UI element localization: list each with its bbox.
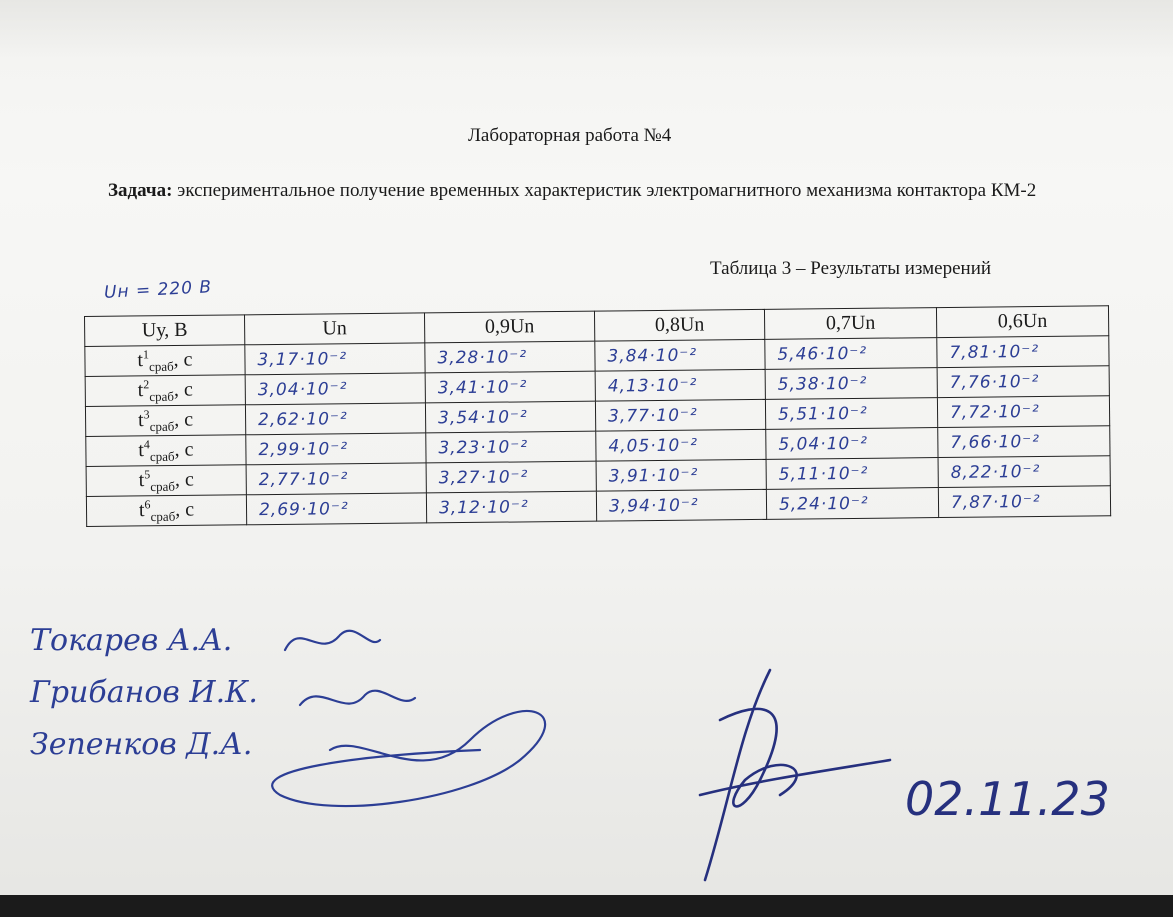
measurement-cell: 7,72·10⁻² — [937, 396, 1109, 428]
row-label-index: 4 — [143, 436, 150, 452]
measurement-cell: 7,81·10⁻² — [937, 336, 1109, 368]
measurement-cell: 3,27·10⁻² — [426, 461, 596, 493]
row-label — [86, 435, 246, 467]
measurement-cell: 5,11·10⁻² — [766, 458, 938, 490]
measurement-cell: 3,23·10⁻² — [426, 431, 596, 463]
document-title: Лабораторная работа №4 — [468, 125, 672, 146]
row-label-unit: , c — [174, 438, 194, 461]
measurement-cell: 2,69·10⁻² — [246, 493, 426, 525]
measurement-cell: 7,66·10⁻² — [938, 426, 1110, 458]
measurement-cell: 3,94·10⁻² — [596, 489, 766, 521]
measurement-cell: 5,04·10⁻² — [766, 428, 938, 460]
handwritten-voltage-note: Uн = 220 В — [103, 277, 213, 303]
page-top-shadow — [0, 0, 1173, 60]
measurement-cell: 3,41·10⁻² — [425, 371, 595, 403]
column-header: 0,6Un — [936, 306, 1108, 338]
column-header: 0,8Un — [594, 309, 764, 341]
row-label-unit: , c — [174, 468, 194, 491]
measurement-cell: 8,22·10⁻² — [938, 456, 1110, 488]
row-label — [85, 375, 245, 407]
table-corner-header: Uу, В — [85, 315, 245, 347]
measurement-cell: 7,87·10⁻² — [938, 486, 1110, 518]
signature-gribanov — [300, 691, 415, 705]
row-label-unit: , c — [173, 378, 193, 401]
measurement-cell: 2,62·10⁻² — [245, 403, 425, 435]
row-label-unit: , c — [174, 408, 194, 431]
column-header: Un — [244, 313, 424, 345]
row-label — [86, 495, 246, 527]
row-label-main: t — [138, 498, 145, 521]
row-label-main: t — [138, 468, 145, 491]
signature-name: Грибанов И.К. — [30, 675, 258, 710]
measurement-cell: 2,99·10⁻² — [246, 433, 426, 465]
measurement-cell: 4,13·10⁻² — [595, 369, 765, 401]
row-label-sub: сраб — [148, 358, 174, 374]
row-label-index: 6 — [144, 496, 151, 512]
row-label-unit: , c — [173, 348, 193, 371]
task-label: Задача: — [108, 180, 173, 201]
row-label-sub: сраб — [150, 478, 176, 494]
measurement-cell: 5,46·10⁻² — [765, 338, 937, 370]
row-label — [85, 345, 245, 377]
task-statement — [108, 176, 1068, 206]
row-label — [86, 465, 246, 497]
column-header: 0,9Un — [424, 311, 594, 343]
measurement-cell: 5,38·10⁻² — [765, 368, 937, 400]
measurement-cell: 7,76·10⁻² — [937, 366, 1109, 398]
table-caption: Таблица 3 – Результаты измерений — [710, 258, 992, 279]
row-label-index: 5 — [144, 466, 151, 482]
signature-teacher — [700, 670, 890, 880]
row-label-sub: сраб — [149, 388, 175, 404]
row-label-index: 3 — [143, 406, 150, 422]
results-table — [84, 305, 1111, 527]
signature-tokarev — [285, 631, 380, 650]
row-label-sub: сраб — [149, 418, 175, 434]
measurement-cell: 5,24·10⁻² — [766, 488, 938, 520]
signature-name: Токарев А.А. — [30, 623, 233, 658]
measurement-cell: 3,77·10⁻² — [595, 399, 765, 431]
task-text: экспериментальное получение временных характеристик электромагнитного механизма контактора КМ-2 — [177, 180, 1037, 201]
row-label-main: t — [137, 348, 144, 371]
measurement-cell: 5,51·10⁻² — [765, 398, 937, 430]
measurement-cell: 3,54·10⁻² — [425, 401, 595, 433]
signature-zepenkov — [272, 711, 545, 806]
row-label — [85, 405, 245, 437]
column-header: 0,7Un — [764, 308, 936, 340]
measurement-cell: 3,17·10⁻² — [245, 343, 425, 375]
page-bottom-edge — [0, 895, 1173, 917]
row-label-sub: сраб — [149, 448, 175, 464]
signature-name: Зепенков Д.А. — [30, 727, 253, 762]
row-label-unit: , c — [175, 498, 195, 521]
row-label-index: 2 — [143, 376, 150, 392]
signature-date: 02.11.23 — [905, 772, 1110, 826]
measurement-cell: 3,91·10⁻² — [596, 459, 766, 491]
row-label-sub: сраб — [150, 508, 176, 524]
measurement-cell: 3,04·10⁻² — [245, 373, 425, 405]
row-label-index: 1 — [142, 346, 149, 362]
measurement-cell: 3,84·10⁻² — [595, 339, 765, 371]
row-label-main: t — [137, 378, 144, 401]
signature-names — [30, 615, 258, 771]
measurement-cell: 4,05·10⁻² — [596, 429, 766, 461]
measurement-cell: 3,12·10⁻² — [426, 491, 596, 523]
measurement-cell: 2,77·10⁻² — [246, 463, 426, 495]
measurement-cell: 3,28·10⁻² — [425, 341, 595, 373]
row-label-main: t — [138, 438, 145, 461]
row-label-main: t — [137, 408, 144, 431]
